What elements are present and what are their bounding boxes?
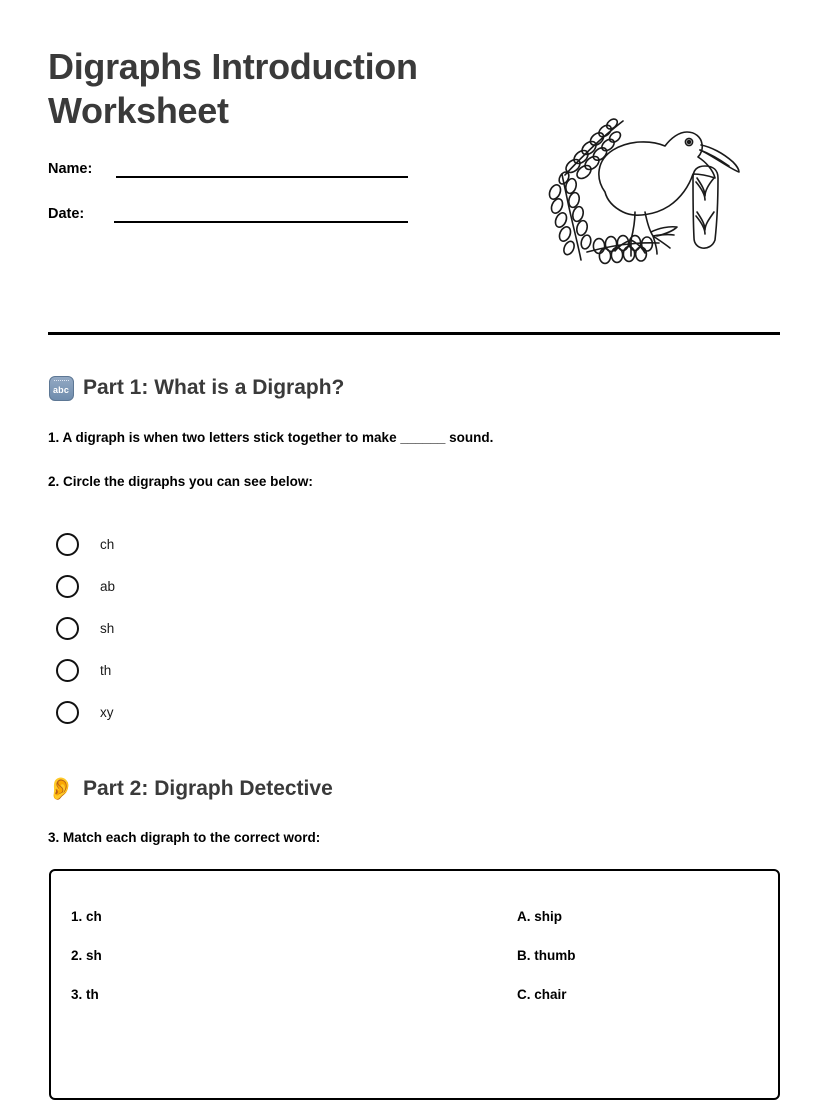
matching-left-item[interactable]: 3. th: [71, 987, 99, 1002]
abc-input-symbol-icon: abc: [48, 375, 74, 401]
part-2-heading-label: Part 2: Digraph Detective: [83, 777, 333, 800]
option-label: sh: [100, 620, 115, 636]
digraph-options-list: [56, 533, 115, 724]
name-label: Name:: [48, 161, 93, 177]
matching-right-item[interactable]: A. ship: [517, 909, 563, 924]
option-label: xy: [100, 704, 114, 720]
question-1: 1. A digraph is when two letters stick together to make ______ sound.: [48, 430, 494, 445]
option-row[interactable]: [56, 659, 115, 682]
name-write-line[interactable]: [116, 158, 408, 178]
matching-left-item[interactable]: 2. sh: [71, 948, 102, 963]
page-title: Digraphs Introduction Worksheet: [48, 46, 418, 131]
matching-left-column: [71, 910, 102, 1002]
question-2: 2. Circle the digraphs you can see below:: [48, 474, 313, 489]
circle-icon[interactable]: [56, 701, 79, 724]
matching-right-item[interactable]: B. thumb: [517, 948, 576, 963]
circle-icon[interactable]: [56, 533, 79, 556]
option-row[interactable]: [56, 701, 115, 724]
part-2-heading: [48, 776, 333, 802]
option-row[interactable]: [56, 533, 115, 556]
option-row[interactable]: [56, 617, 115, 640]
matching-right-item[interactable]: C. chair: [517, 987, 567, 1002]
ear-icon: 👂: [47, 776, 75, 801]
horizontal-divider: [48, 332, 780, 335]
circle-icon[interactable]: [56, 659, 79, 682]
date-write-line[interactable]: [114, 203, 408, 223]
option-row[interactable]: [56, 575, 115, 598]
circle-icon[interactable]: [56, 617, 79, 640]
matching-right-column: [517, 910, 576, 1002]
matching-left-item[interactable]: 1. ch: [71, 909, 102, 924]
option-label: th: [100, 662, 112, 678]
part-1-heading-label: Part 1: What is a Digraph?: [83, 376, 345, 399]
date-label: Date:: [48, 206, 85, 222]
date-field-row: [48, 203, 408, 223]
part-1-heading: [48, 375, 344, 401]
circle-icon[interactable]: [56, 575, 79, 598]
name-field-row: [48, 158, 408, 178]
matching-exercise-box: [49, 869, 780, 1100]
option-label: ab: [100, 578, 116, 594]
kiwi-bird-illustration: [543, 100, 758, 265]
question-3: 3. Match each digraph to the correct word:: [48, 830, 321, 845]
option-label: ch: [100, 536, 115, 552]
